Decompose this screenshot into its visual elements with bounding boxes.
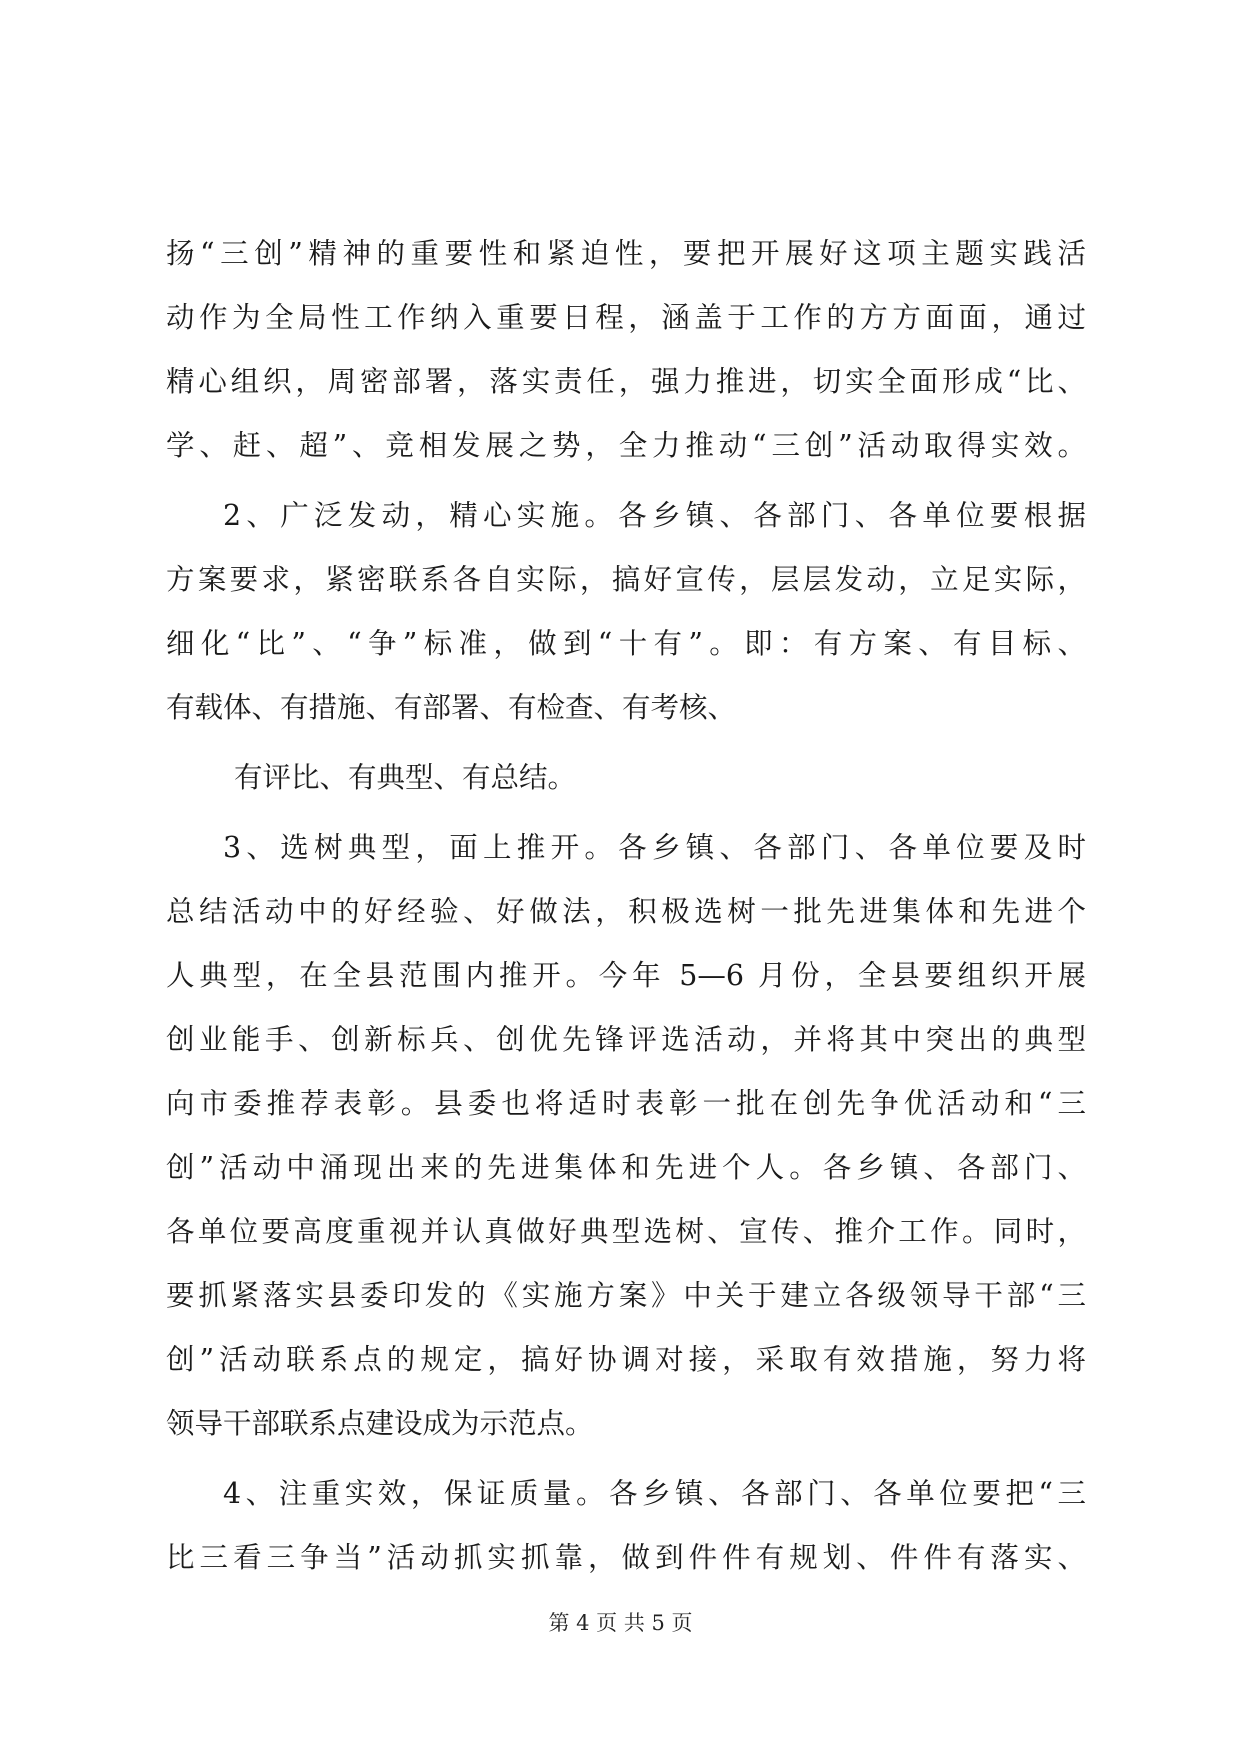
text-line: 创”活动联系点的规定，搞好协调对接，采取有效措施，努力将 [166,1343,1086,1376]
text-line: 细化“比”、“争”标准，做到“十有”。即：有方案、有目标、 [166,627,1086,660]
text-line: 各单位要高度重视并认真做好典型选树、宣传、推介工作。同时， [166,1215,1086,1248]
text-line: 2、广泛发动，精心实施。各乡镇、各部门、各单位要根据 [223,499,1086,532]
text-line: 总结活动中的好经验、好做法，积极选树一批先进集体和先进个 [166,895,1086,928]
text-line: 向市委推荐表彰。县委也将适时表彰一批在创先争优活动和“三 [166,1087,1086,1120]
text-line: 人典型，在全县范围内推开。今年 5—6 月份，全县要组织开展 [166,959,1086,992]
text-line: 精心组织，周密部署，落实责任，强力推进，切实全面形成“比、 [166,365,1086,398]
text-line: 扬“三创”精神的重要性和紧迫性，要把开展好这项主题实践活 [166,237,1086,270]
text-line: 创业能手、创新标兵、创优先锋评选活动，并将其中突出的典型 [166,1023,1086,1056]
text-line: 4、注重实效，保证质量。各乡镇、各部门、各单位要把“三 [223,1477,1086,1510]
text-line: 创”活动中涌现出来的先进集体和先进个人。各乡镇、各部门、 [166,1151,1086,1184]
text-line: 方案要求，紧密联系各自实际，搞好宣传，层层发动，立足实际， [166,563,1086,596]
body-text [166,222,1086,1590]
text-line: 学、赶、超”、竞相发展之势，全力推动“三创”活动取得实效。 [166,429,1086,462]
text-line: 3、选树典型，面上推开。各乡镇、各部门、各单位要及时 [223,831,1086,864]
text-line: 有载体、有措施、有部署、有检查、有考核、 [166,691,737,724]
text-line: 比三看三争当”活动抓实抓靠，做到件件有规划、件件有落实、 [166,1541,1086,1574]
text-line: 要抓紧落实县委印发的《实施方案》中关于建立各级领导干部“三 [166,1279,1086,1312]
text-line: 领导干部联系点建设成为示范点。 [166,1407,594,1440]
text-line: 有评比、有典型、有总结。 [234,761,577,794]
page-number-footer: 第 4 页 共 5 页 [548,1611,693,1635]
text-line: 动作为全局性工作纳入重要日程，涵盖于工作的方方面面，通过 [166,301,1086,334]
